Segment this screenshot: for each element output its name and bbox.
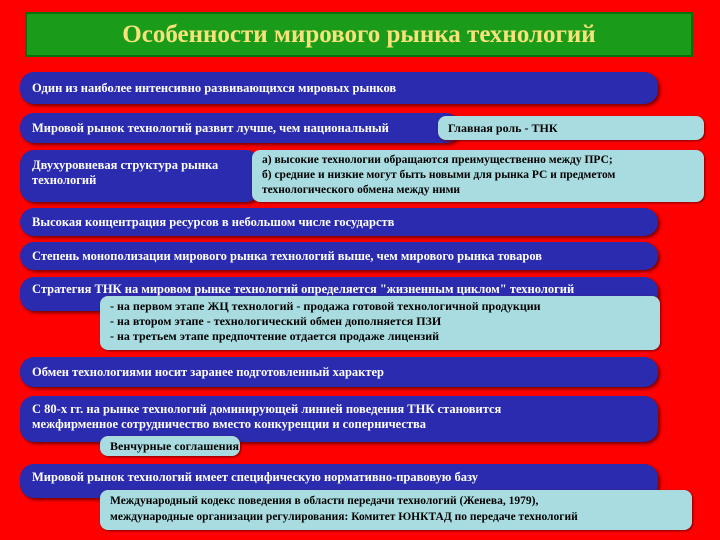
- feature-text-1: Один из наиболее интенсивно развивающихся мировых рынков: [32, 80, 397, 95]
- slide-title: Особенности мирового рынка технологий: [122, 20, 596, 48]
- feature-note-text-8: Венчурные соглашения: [110, 438, 239, 453]
- feature-text-5: Степень монополизации мирового рынка технологий выше, чем мирового рынка товаров: [32, 248, 543, 263]
- feature-note-3b: б) средние и низкие могут быть новыми для рынка РС и предметом: [262, 169, 616, 181]
- slide-title-box: [25, 12, 693, 57]
- feature-text-8a: С 80-х гг. на рынке технологий доминирующей линией поведения ТНК становится: [32, 402, 502, 416]
- lifecycle-item-3: - на третьем этапе предпочтение отдается продаже лицензий: [110, 329, 440, 343]
- feature-note-2: [438, 116, 704, 140]
- feature-text-6: Стратегия ТНК на мировом рынке технологий определяется "жизненным циклом" технологий: [32, 282, 575, 296]
- feature-text-8b: межфирменное сотрудничество вместо конкуренции и соперничества: [32, 417, 427, 431]
- feature-note-6: [100, 296, 660, 350]
- lifecycle-item-1: - на первом этапе ЖЦ технологий - продажа готовой технологичной продукции: [110, 299, 541, 313]
- feature-text-9: Мировой рынок технологий имеет специфическую нормативно-правовую базу: [32, 470, 478, 484]
- feature-note-9: [100, 490, 692, 530]
- feature-text-4: Высокая концентрация ресурсов в небольшом числе государств: [32, 214, 395, 229]
- feature-bar-4: [20, 208, 658, 236]
- feature-bar-2: [20, 113, 460, 143]
- feature-text-7: Обмен технологиями носит заранее подготовленный характер: [32, 364, 384, 379]
- feature-note-3c: технологического обмена между ними: [262, 184, 461, 196]
- feature-note-8: [100, 436, 240, 456]
- feature-bar-1: [20, 72, 658, 104]
- feature-note-3a: а) высокие технологии обращаются преимущественно между ПРС;: [262, 154, 613, 166]
- feature-bar-3: [20, 150, 260, 202]
- feature-note-3: [252, 150, 704, 202]
- feature-note-text-2: Главная роль - ТНК: [448, 120, 558, 135]
- feature-text-2: Мировой рынок технологий развит лучше, чем национальный: [32, 120, 389, 135]
- feature-text-3b: технологий: [32, 173, 97, 187]
- feature-note-9b: международные организации регулирования: Комитет ЮНКТАД по передаче технологий: [110, 511, 578, 523]
- feature-bar-7: [20, 357, 658, 387]
- feature-note-9a: Международный кодекс поведения в области передачи технологий (Женева, 1979),: [110, 495, 539, 507]
- feature-bar-5: [20, 242, 658, 270]
- feature-text-3a: Двухуровневая структура рынка: [32, 158, 219, 172]
- lifecycle-item-2: - на втором этапе - технологический обмен дополняется ПЗИ: [110, 314, 442, 328]
